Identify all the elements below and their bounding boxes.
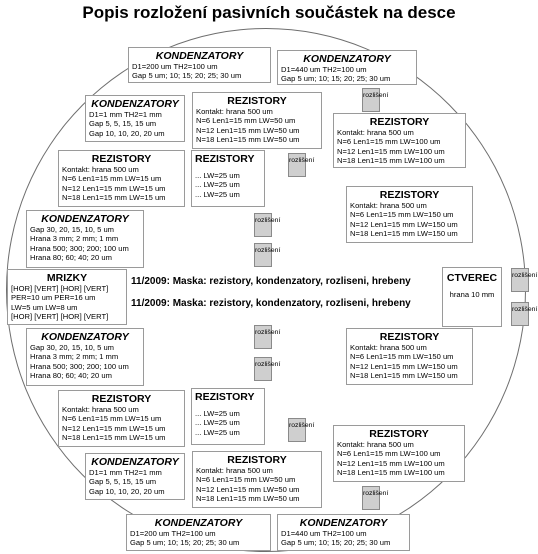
mask-label: 11/2009: Maska: rezistory, kondenzatory, rozliseni, hrebeny — [131, 276, 411, 287]
block-line: N=12 Len1=15 mm LW=50 um — [196, 125, 300, 135]
block-title: KONDENZATORY — [303, 53, 391, 65]
block-title: KONDENZATORY — [41, 331, 129, 343]
block-line: D1=1 mm TH2=1 mm — [89, 110, 162, 119]
block-line: D1=440 um TH2=100 um — [281, 529, 367, 538]
block-title: KONDENZATORY — [155, 50, 244, 62]
resistor-block-lower-center — [192, 451, 322, 508]
block-line: Hrana 3 mm; 2 mm; 1 mm — [30, 234, 119, 244]
block-line: [HOR] [VERT] [HOR] [VERT] — [11, 311, 109, 321]
resistor-block-upper-center — [192, 92, 322, 149]
resolution-marker: rozlišení — [362, 486, 380, 510]
square-block — [442, 267, 502, 327]
block-line: hrana 10 mm — [449, 290, 495, 299]
block-line: N=6 Len1=15 mm LW=50 um — [196, 116, 296, 126]
block-line: Gap 10, 10, 20, 20 um — [89, 486, 165, 496]
block-line: Gap 5, 5, 15, 15 um — [89, 477, 157, 487]
block-line: ... LW=25 um — [195, 409, 240, 418]
capacitor-block-top-right — [277, 50, 417, 85]
block-line: D1=200 um TH2=100 um — [130, 529, 216, 538]
block-line: Gap 5 um; 10; 15; 20; 25; 30 um — [130, 538, 240, 548]
block-line: N=12 Len1=15 mm LW=100 um — [337, 146, 445, 156]
block-title: KONDENZATORY — [91, 456, 179, 468]
block-title: REZISTORY — [227, 454, 287, 466]
resolution-marker: rozlišení — [511, 302, 529, 326]
block-line: N=18 Len1=15 mm LW=15 um — [62, 192, 166, 202]
block-line: N=6 Len1=15 mm LW=15 um — [62, 414, 162, 424]
block-line: Gap 5 um; 10; 15; 20; 25; 30 um — [132, 71, 242, 81]
block-title: REZISTORY — [195, 153, 255, 165]
block-line: Kontakt: hrana 500 um — [196, 466, 273, 475]
block-line: N=12 Len1=15 mm LW=100 um — [337, 458, 445, 468]
block-line: Kontakt: hrana 500 um — [337, 128, 414, 137]
block-line: PER=10 um PER=16 um — [11, 293, 96, 303]
block-title: REZISTORY — [227, 95, 287, 107]
block-title: REZISTORY — [379, 331, 440, 343]
block-title: KONDENZATORY — [91, 98, 179, 110]
block-line: Hrana 500; 300; 200; 100 um — [30, 361, 129, 371]
block-line: ... LW=25 um — [195, 180, 240, 190]
block-line: N=18 Len1=15 mm LW=150 um — [350, 228, 458, 238]
block-line: N=6 Len1=15 mm LW=150 um — [350, 210, 454, 220]
block-line: ... LW=25 um — [195, 189, 240, 199]
block-line: Kontakt: hrana 500 um — [62, 405, 139, 414]
block-line: ... LW=25 um — [195, 171, 240, 180]
block-line: Hrana 500; 300; 200; 100 um — [30, 243, 129, 253]
block-line: Gap 5 um; 10; 15; 20; 25; 30 um — [281, 74, 391, 84]
resistor-block-lower-right — [333, 425, 465, 482]
block-title: REZISTORY — [195, 391, 255, 403]
block-title: CTVEREC — [446, 272, 498, 284]
block-line: N=18 Len1=15 mm LW=150 um — [350, 370, 458, 380]
capacitor-block-top-left — [128, 47, 271, 83]
block-title: KONDENZATORY — [299, 517, 388, 529]
block-line: Gap 30, 20, 15, 10, 5 um — [30, 225, 115, 234]
resistor-block-mid-upper-right — [346, 186, 473, 243]
resistor-block-mid-lower-right — [346, 328, 473, 385]
block-line: N=12 Len1=15 mm LW=15 um — [62, 423, 166, 433]
block-title: MRIZKY — [46, 272, 88, 284]
block-line: Kontakt: hrana 500 um — [350, 201, 427, 210]
capacitor-block-bottom-left — [126, 514, 271, 551]
block-line: D1=200 um TH2=100 um — [132, 62, 218, 71]
resolution-marker: rozlišení — [254, 243, 272, 267]
capacitor-block-mid-lower — [26, 328, 144, 386]
block-line: Gap 30, 20, 15, 10, 5 um — [30, 343, 115, 352]
block-title: REZISTORY — [91, 393, 152, 405]
block-line: ... LW=25 um — [195, 418, 240, 428]
grating-block — [7, 269, 127, 325]
block-line: N=18 Len1=15 mm LW=100 um — [337, 467, 445, 477]
block-line: N=18 Len1=15 mm LW=100 um — [337, 155, 445, 165]
block-line: Gap 10, 10, 20, 20 um — [89, 128, 165, 138]
block-line: Kontakt: hrana 500 um — [337, 440, 414, 449]
resistor-block-small-upper — [191, 150, 265, 207]
resolution-marker: rozlišení — [362, 88, 380, 112]
block-line: Hrana 3 mm; 2 mm; 1 mm — [30, 352, 119, 362]
block-line: N=6 Len1=15 mm LW=50 um — [196, 475, 296, 485]
block-title: REZISTORY — [91, 153, 152, 165]
resolution-marker: rozlišení — [254, 357, 272, 381]
block-line: Hrana 80; 60; 40; 20 um — [30, 370, 112, 380]
resolution-marker: rozlišení — [254, 213, 272, 237]
block-line: N=18 Len1=15 mm LW=50 um — [196, 493, 300, 503]
block-title: REZISTORY — [369, 428, 429, 440]
block-line: Hrana 80; 60; 40; 20 um — [30, 252, 112, 262]
block-line: N=12 Len1=15 mm LW=150 um — [350, 219, 458, 229]
page-title: Popis rozložení pasivních součástek na desce — [82, 3, 456, 22]
resolution-marker: rozlišení — [288, 418, 306, 442]
block-title: KONDENZATORY — [41, 213, 129, 225]
block-line: N=12 Len1=15 mm LW=50 um — [196, 484, 300, 494]
block-line: D1=1 mm TH2=1 mm — [89, 468, 162, 477]
block-line: N=12 Len1=15 mm LW=150 um — [350, 361, 458, 371]
resistor-block-upper-right — [333, 113, 466, 168]
resolution-marker: rozlišení — [511, 268, 529, 292]
block-line: [HOR] [VERT] [HOR] [VERT] — [11, 284, 109, 293]
mask-label: 11/2009: Maska: rezistory, kondenzatory, rozliseni, hrebeny — [131, 298, 411, 309]
block-title: KONDENZATORY — [154, 517, 243, 529]
block-title: REZISTORY — [369, 116, 430, 128]
capacitor-block-upper-small — [85, 95, 185, 142]
block-line: N=18 Len1=15 mm LW=15 um — [62, 432, 166, 442]
resistor-block-small-lower — [191, 388, 265, 445]
block-line: Gap 5 um; 10; 15; 20; 25; 30 um — [281, 538, 391, 548]
block-line: Gap 5, 5, 15, 15 um — [89, 119, 157, 129]
block-line: Kontakt: hrana 500 um — [350, 343, 427, 352]
resolution-marker: rozlišení — [288, 153, 306, 177]
block-line: N=18 Len1=15 mm LW=50 um — [196, 134, 300, 144]
block-line: N=6 Len1=15 mm LW=100 um — [337, 449, 441, 459]
block-line: N=6 Len1=15 mm LW=15 um — [62, 174, 162, 184]
capacitor-block-mid-upper — [26, 210, 144, 268]
capacitor-block-lower-small — [85, 453, 185, 500]
block-line: ... LW=25 um — [195, 427, 240, 437]
resolution-marker: rozlišení — [254, 325, 272, 349]
block-title: REZISTORY — [379, 189, 440, 201]
resistor-block-upper-left — [58, 150, 185, 207]
block-line: Kontakt: hrana 500 um — [62, 165, 139, 174]
resistor-block-lower-left — [58, 390, 185, 447]
block-line: LW=5 um LW=8 um — [11, 302, 78, 312]
block-line: N=6 Len1=15 mm LW=100 um — [337, 137, 441, 147]
block-line: D1=440 um TH2=100 um — [281, 65, 367, 74]
block-line: N=6 Len1=15 mm LW=150 um — [350, 352, 454, 362]
block-line: N=12 Len1=15 mm LW=15 um — [62, 183, 166, 193]
block-line: Kontakt: hrana 500 um — [196, 107, 273, 116]
capacitor-block-bottom-right — [277, 514, 410, 551]
